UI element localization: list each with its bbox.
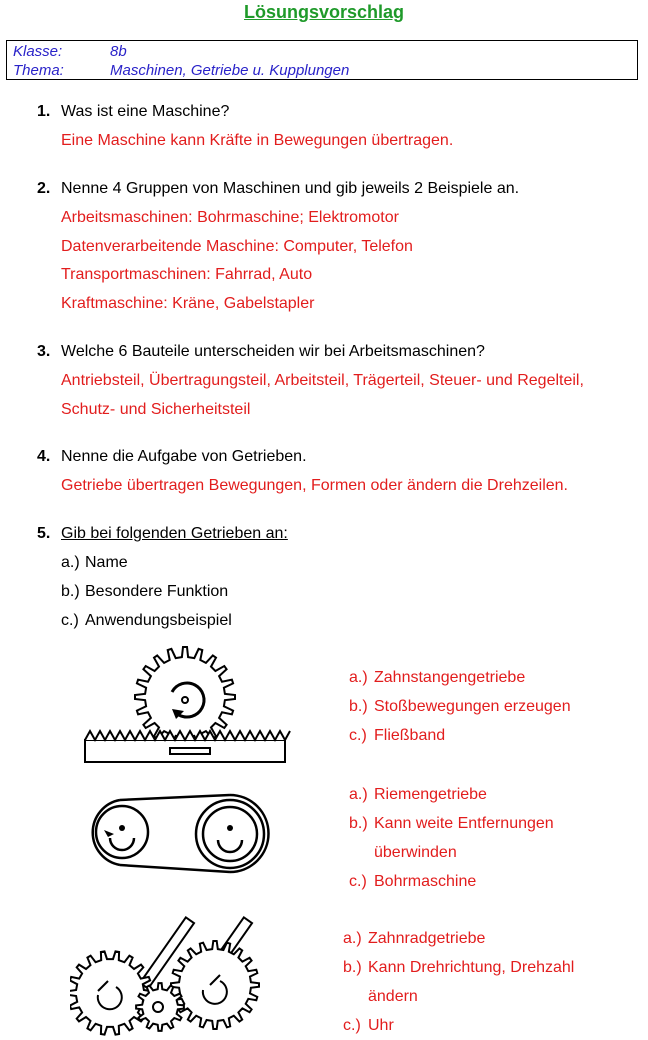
answer-2-line-1: Arbeitsmaschinen: Bohrmaschine; Elektromotor: [61, 209, 399, 226]
question-number: 5.: [37, 525, 51, 542]
question-text: Nenne 4 Gruppen von Maschinen und gib jeweils 2 Beispiele an.: [61, 180, 520, 197]
belt-drive-icon: [90, 790, 280, 880]
question-4: [37, 447, 307, 467]
line-letter: b.): [343, 959, 362, 976]
answer-2-line-2: Datenverarbeitende Maschine: Computer, Telefon: [61, 238, 413, 255]
gear-3-line-1: [343, 929, 485, 949]
line-text: Kann Drehrichtung, Drehzahl: [368, 959, 575, 976]
question-2: [37, 179, 519, 199]
subitem-letter: c.): [61, 612, 79, 629]
gear-3-line-2: [343, 958, 574, 978]
gear-2-line-3: [349, 843, 457, 863]
question-number: 1.: [37, 103, 51, 120]
subitem-letter: a.): [61, 554, 80, 571]
question-text: Was ist eine Maschine?: [61, 103, 230, 120]
page-title: Lösungsvorschlag: [243, 2, 405, 22]
line-text: Uhr: [368, 1017, 394, 1034]
question-number: 3.: [37, 343, 51, 360]
line-text: Fließband: [374, 727, 446, 744]
question-3: [37, 342, 485, 362]
line-text: Stoßbewegungen erzeugen: [374, 698, 571, 715]
question-5: [37, 524, 288, 544]
thema-row: [13, 62, 349, 80]
answer-2-line-4: Kraftmaschine: Kräne, Gabelstapler: [61, 295, 315, 312]
line-letter: c.): [343, 1017, 361, 1034]
thema-label: Thema:: [13, 62, 64, 79]
question-number: 4.: [37, 448, 51, 465]
line-letter: a.): [343, 930, 362, 947]
gear-3-line-4: [343, 1016, 394, 1036]
line-text: Zahnradgetriebe: [368, 930, 486, 947]
line-text: Bohrmaschine: [374, 873, 477, 890]
question-number: 2.: [37, 180, 51, 197]
question-1: [37, 102, 229, 122]
answer-3-line-2: Schutz- und Sicherheitsteil: [61, 401, 251, 418]
line-text: Zahnstangengetriebe: [374, 669, 526, 686]
question-text: Welche 6 Bauteile unterscheiden wir bei Arbeitsmaschinen?: [61, 343, 485, 360]
gear-2-line-1: [349, 785, 487, 805]
question-text: Gib bei folgenden Getrieben an:: [61, 525, 288, 542]
info-box: [6, 40, 638, 80]
subitem-text: Anwendungsbeispiel: [85, 612, 232, 629]
gear-train-icon: [70, 915, 280, 1040]
answer-3-line-1: Antriebsteil, Übertragungsteil, Arbeitsteil, Trägerteil, Steuer- und Regelteil,: [61, 372, 584, 389]
line-text: Kann weite Entfernungen: [374, 815, 554, 832]
line-letter: b.): [349, 698, 368, 715]
answer-2-line-3: Transportmaschinen: Fahrrad, Auto: [61, 266, 313, 283]
line-letter: a.): [349, 786, 368, 803]
answer-4-line: Getriebe übertragen Bewegungen, Formen oder ändern die Drehzeilen.: [61, 477, 568, 494]
gear-3-line-3: [343, 987, 418, 1007]
gear-2-line-4: [349, 872, 476, 892]
subitem-a: [61, 553, 128, 573]
gear-1-line-3: [349, 726, 445, 746]
answer-1-line: Eine Maschine kann Kräfte in Bewegungen übertragen.: [61, 132, 454, 149]
subitem-text: Besondere Funktion: [85, 583, 229, 600]
rack-and-pinion-icon: [80, 645, 310, 770]
line-letter: c.): [349, 727, 367, 744]
klasse-value: 8b: [110, 43, 127, 60]
line-text: Riemengetriebe: [374, 786, 487, 803]
line-text: ändern: [368, 988, 418, 1005]
gear-1-line-1: [349, 668, 525, 688]
line-letter: b.): [349, 815, 368, 832]
line-text: überwinden: [374, 844, 457, 861]
question-text: Nenne die Aufgabe von Getrieben.: [61, 448, 307, 465]
subitem-c: [61, 611, 232, 631]
subitem-letter: b.): [61, 583, 80, 600]
line-letter: a.): [349, 669, 368, 686]
thema-value: Maschinen, Getriebe u. Kupplungen: [110, 62, 350, 79]
line-letter: c.): [349, 873, 367, 890]
gear-1-line-2: [349, 697, 571, 717]
gear-2-line-2: [349, 814, 554, 834]
klasse-label: Klasse:: [13, 43, 63, 60]
subitem-b: [61, 582, 228, 602]
klasse-row: [13, 43, 127, 61]
subitem-text: Name: [85, 554, 128, 571]
